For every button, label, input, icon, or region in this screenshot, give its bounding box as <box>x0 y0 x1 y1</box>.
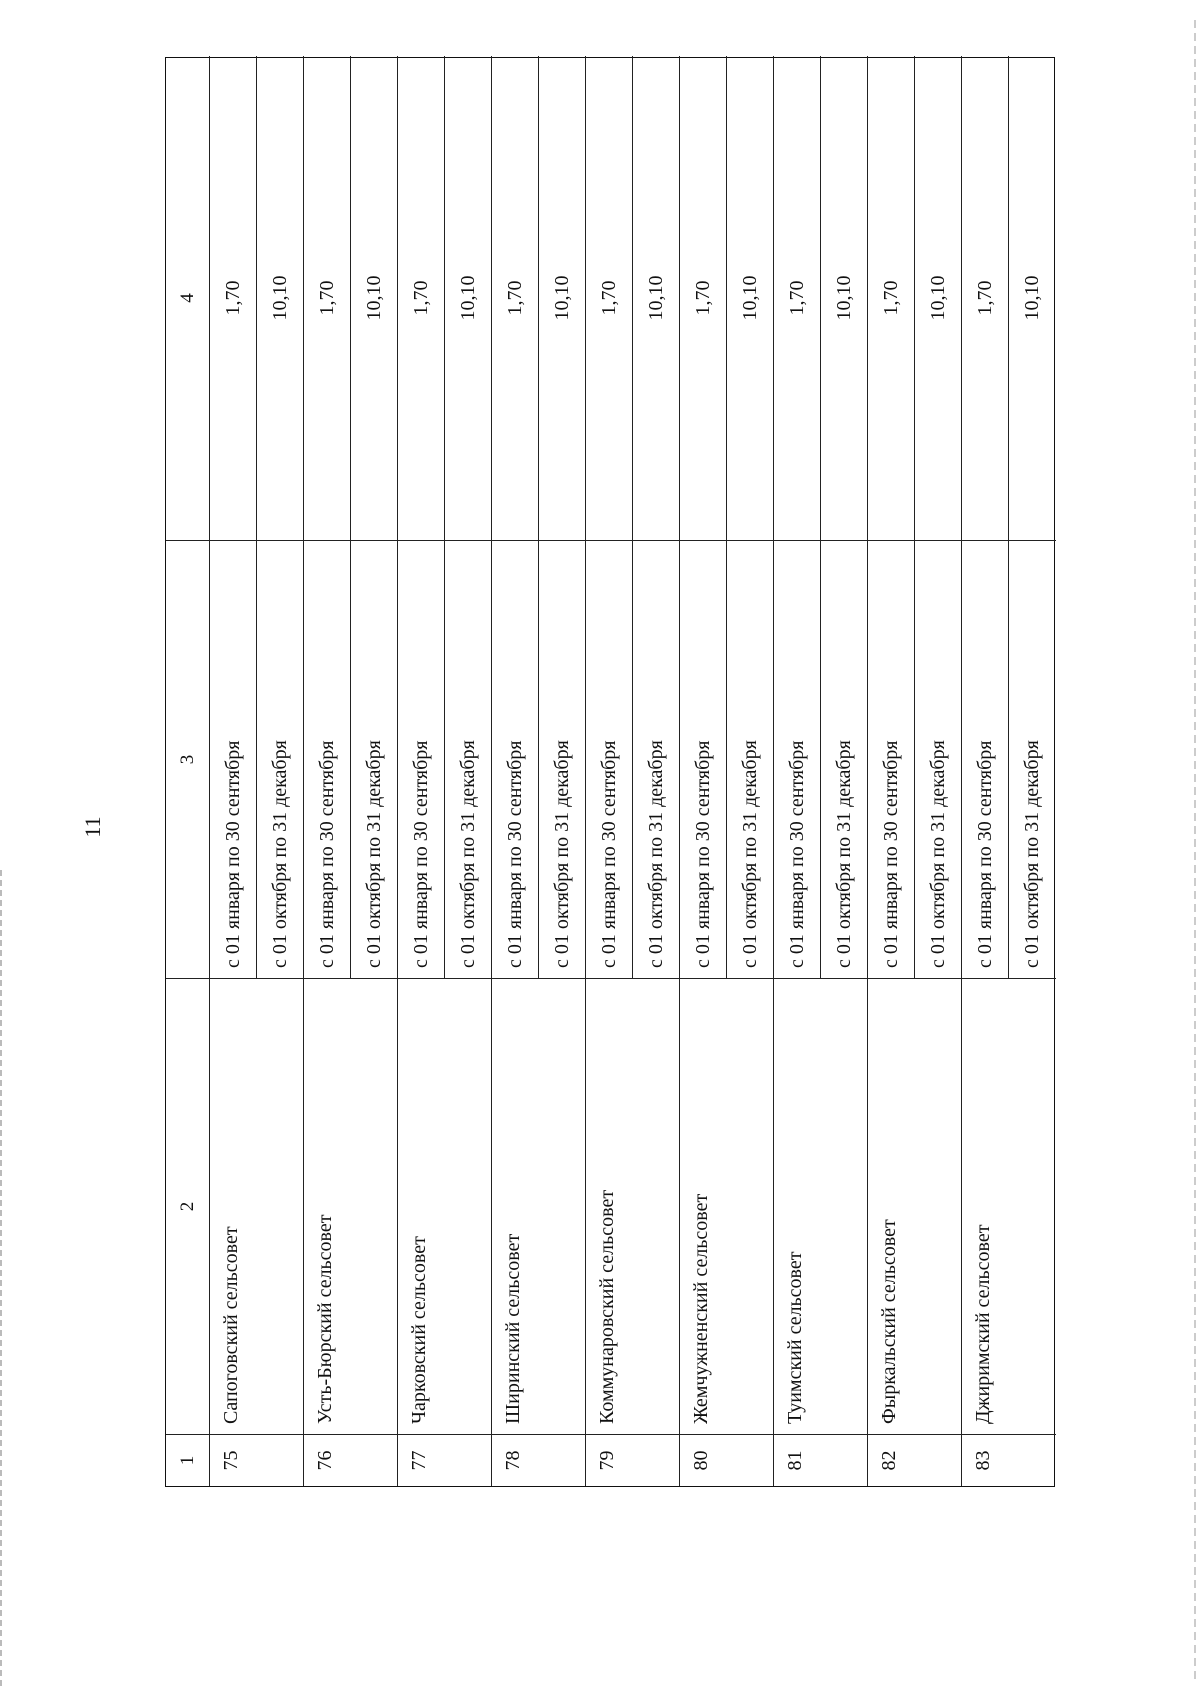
period-cell: с 01 октября по 31 декабря <box>915 540 962 978</box>
rate-cell: 1,70 <box>398 56 445 540</box>
row-number: 81 <box>774 1434 868 1486</box>
row-number: 77 <box>398 1434 492 1486</box>
rate-cell: 10,10 <box>257 56 304 540</box>
settlement-name: Усть-Бюрский сельсовет <box>304 978 398 1434</box>
header-col-3: 3 <box>166 540 210 978</box>
period-cell: с 01 января по 30 сентября <box>774 540 821 978</box>
row-number: 78 <box>492 1434 586 1486</box>
header-col-1: 1 <box>166 1434 210 1486</box>
rate-cell: 1,70 <box>962 56 1009 540</box>
header-col-4: 4 <box>166 56 210 540</box>
row-number: 79 <box>586 1434 680 1486</box>
period-cell: с 01 октября по 31 декабря <box>539 540 586 978</box>
settlement-name: Сапоговский сельсовет <box>210 978 304 1434</box>
period-cell: с 01 января по 30 сентября <box>962 540 1009 978</box>
rate-cell: 10,10 <box>539 56 586 540</box>
period-cell: с 01 октября по 31 декабря <box>351 540 398 978</box>
rate-cell: 1,70 <box>586 56 633 540</box>
period-cell: с 01 января по 30 сентября <box>868 540 915 978</box>
rate-cell: 1,70 <box>680 56 727 540</box>
rate-cell: 1,70 <box>868 56 915 540</box>
row-number: 82 <box>868 1434 962 1486</box>
header-col-2: 2 <box>166 978 210 1434</box>
period-cell: с 01 октября по 31 декабря <box>727 540 774 978</box>
rate-cell: 10,10 <box>351 56 398 540</box>
tariff-table <box>165 57 1055 1487</box>
settlement-name: Чарковский сельсовет <box>398 978 492 1434</box>
period-cell: с 01 января по 30 сентября <box>398 540 445 978</box>
settlement-name: Коммунаровский сельсовет <box>586 978 680 1434</box>
rate-cell: 10,10 <box>821 56 868 540</box>
rate-cell: 1,70 <box>774 56 821 540</box>
settlement-name: Ширинский сельсовет <box>492 978 586 1434</box>
scan-edge-right <box>1194 20 1196 1680</box>
settlement-name: Фыркальский сельсовет <box>868 978 962 1434</box>
period-cell: с 01 января по 30 сентября <box>492 540 539 978</box>
rate-cell: 10,10 <box>633 56 680 540</box>
rate-cell: 1,70 <box>492 56 539 540</box>
period-cell: с 01 октября по 31 декабря <box>445 540 492 978</box>
period-cell: с 01 октября по 31 декабря <box>633 540 680 978</box>
rate-cell: 1,70 <box>304 56 351 540</box>
row-number: 76 <box>304 1434 398 1486</box>
period-cell: с 01 января по 30 сентября <box>304 540 351 978</box>
settlement-name: Жемчужненский сельсовет <box>680 978 774 1434</box>
row-number: 80 <box>680 1434 774 1486</box>
period-cell: с 01 января по 30 сентября <box>210 540 257 978</box>
rate-cell: 1,70 <box>210 56 257 540</box>
period-cell: с 01 января по 30 сентября <box>680 540 727 978</box>
tariff-table-grid <box>165 57 1055 1487</box>
scan-edge-left <box>0 870 2 1690</box>
rate-cell: 10,10 <box>727 56 774 540</box>
row-number: 75 <box>210 1434 304 1486</box>
period-cell: с 01 октября по 31 декабря <box>821 540 868 978</box>
settlement-name: Джиримский сельсовет <box>962 978 1056 1434</box>
period-cell: с 01 октября по 31 декабря <box>1009 540 1056 978</box>
rate-cell: 10,10 <box>915 56 962 540</box>
period-cell: с 01 января по 30 сентября <box>586 540 633 978</box>
page-number: 11 <box>80 816 105 838</box>
settlement-name: Туимский сельсовет <box>774 978 868 1434</box>
rate-cell: 10,10 <box>445 56 492 540</box>
row-number: 83 <box>962 1434 1056 1486</box>
period-cell: с 01 октября по 31 декабря <box>257 540 304 978</box>
rate-cell: 10,10 <box>1021 275 1043 321</box>
